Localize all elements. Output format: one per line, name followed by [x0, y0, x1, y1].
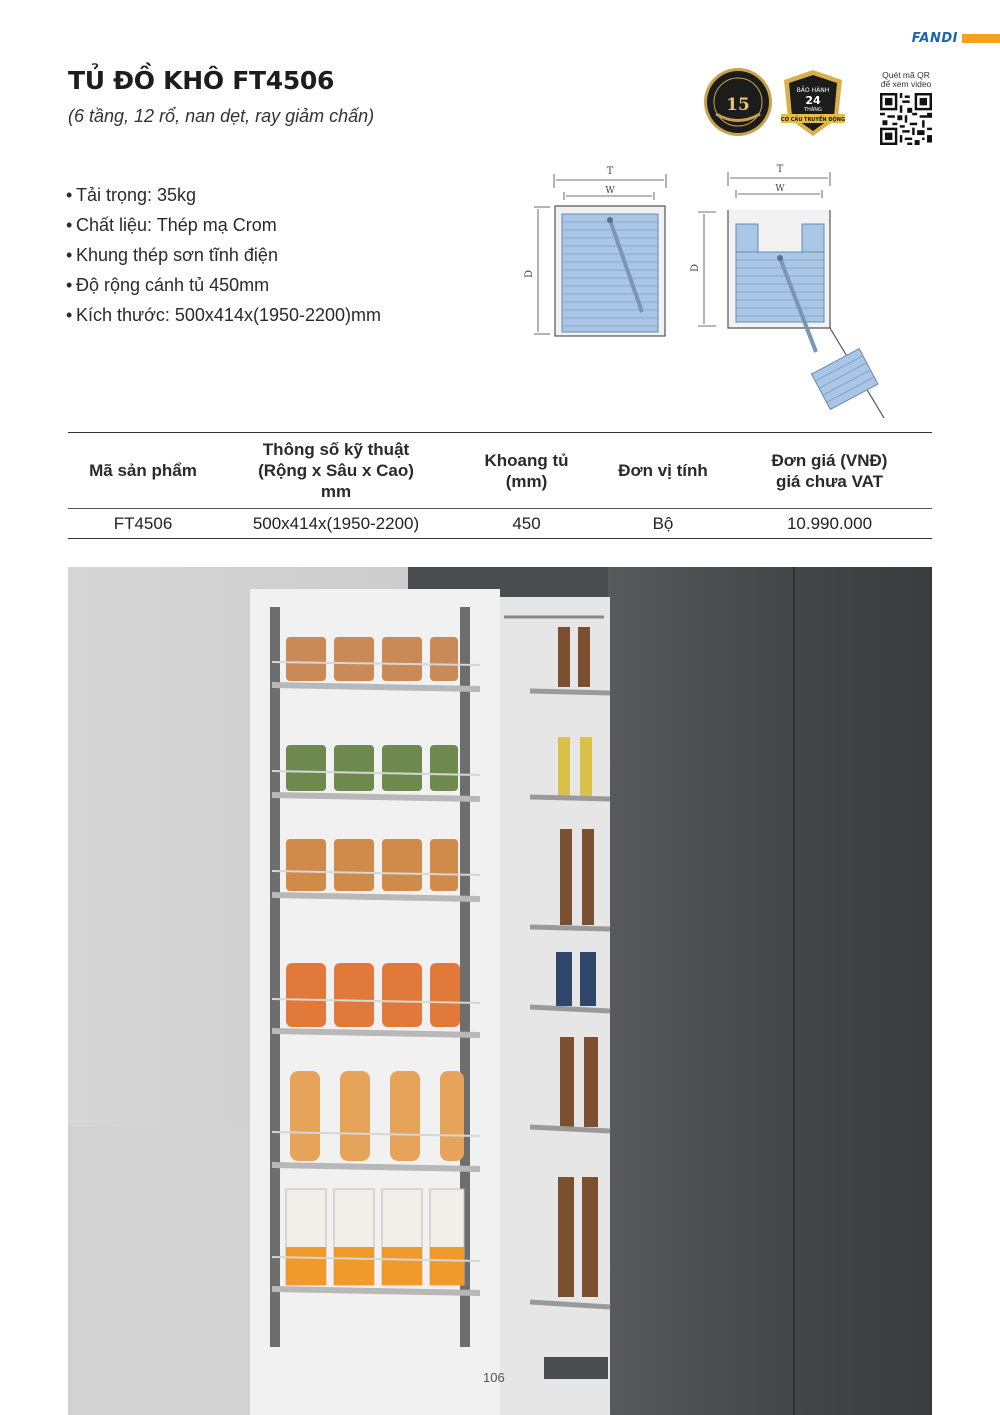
product-photo — [68, 567, 932, 1415]
spec-list — [66, 180, 381, 330]
warranty-24-line1: BẢO HÀNH — [796, 87, 830, 94]
table-header-row — [68, 433, 932, 509]
warranty-24-ribbon: CƠ CẤU TRUYỀN ĐỘNG — [780, 117, 846, 123]
dim-t-label: T — [606, 166, 614, 177]
brand-logo — [912, 31, 1000, 46]
dim-w-label: W — [775, 184, 785, 194]
cell-specification: 500x414x(1950-2200) — [218, 509, 454, 539]
spec-item: • Kích thước: 500x414x(1950-2200)mm — [66, 305, 382, 325]
cell-unit: Bộ — [599, 509, 727, 539]
brand-name: FANDI — [911, 31, 958, 46]
header-specification: Thông số kỹ thuật (Rộng x Sâu x Cao) mm — [218, 433, 454, 509]
header-unit: Đơn vị tính — [599, 433, 727, 509]
qr-caption-2: để xem video — [880, 79, 932, 89]
qr-caption-1: Quét mã QR — [882, 70, 930, 80]
header-product-code: Mã sản phẩm — [68, 433, 218, 509]
page-title: TỦ ĐỒ KHÔ FT4506 — [68, 66, 335, 95]
warranty-24-line3: THÁNG — [804, 107, 822, 113]
qr-block — [874, 71, 938, 145]
page-subtitle: (6 tầng, 12 rổ, nan dẹt, ray giảm chấn) — [68, 106, 375, 126]
warranty-24-number: 24 — [805, 94, 821, 107]
cell-price: 10.990.000 — [727, 509, 932, 539]
cell-product-code: FT4506 — [68, 509, 218, 539]
dim-w-label: W — [605, 186, 615, 196]
dim-d-label: D — [524, 269, 535, 279]
dim-t-label: T — [776, 164, 784, 175]
spec-item: • Chất liệu: Thép mạ Crom — [66, 215, 277, 235]
spec-item: • Độ rộng cánh tủ 450mm — [66, 275, 270, 295]
warranty-24-months-badge — [780, 68, 846, 138]
warranty-15-number: 15 — [726, 95, 750, 115]
qr-code-icon — [880, 93, 932, 145]
spec-item: • Khung thép sơn tĩnh điện — [66, 245, 278, 265]
page-number: 106 — [483, 1370, 505, 1385]
dim-d-label: D — [690, 263, 701, 273]
product-table — [68, 432, 932, 539]
cell-cabinet-width: 450 — [454, 509, 599, 539]
spec-item: • Tải trọng: 35kg — [66, 185, 197, 205]
dimension-diagram-open — [688, 160, 888, 430]
warranty-15-years-badge — [703, 67, 773, 137]
dimension-diagram-closed — [520, 162, 680, 347]
table-row — [68, 509, 932, 539]
header-price: Đơn giá (VNĐ) giá chưa VAT — [727, 433, 932, 509]
brand-accent-bar — [962, 34, 1000, 43]
header-cabinet-width: Khoang tủ (mm) — [454, 433, 599, 509]
